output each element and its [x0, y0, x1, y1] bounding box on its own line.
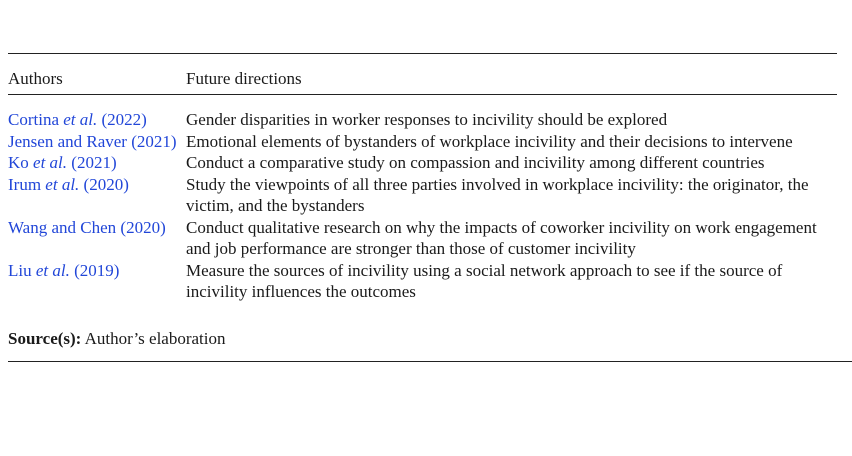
author-link[interactable]: [8, 260, 186, 303]
author-link[interactable]: [8, 131, 186, 153]
author-year: (2019): [69, 260, 120, 280]
author-name: Jensen and Raver (2021): [8, 131, 177, 151]
source-note: [8, 328, 226, 349]
source-text: Author’s elaboration: [81, 329, 226, 348]
author-name: Ko: [8, 153, 34, 172]
author-year: (2021): [67, 153, 117, 172]
author-name: Cortina: [8, 110, 64, 129]
future-direction-text: Emotional elements of bystanders of workplace incivility and their decisions to intervene: [186, 131, 793, 151]
author-et-al: et al.: [63, 110, 98, 129]
table-body: [8, 109, 848, 303]
author-name: Irum: [8, 174, 46, 194]
table-row: [8, 109, 848, 131]
source-label: Source(s):: [8, 329, 82, 348]
header-rule: [8, 94, 837, 95]
table-row: [8, 260, 848, 303]
future-direction-text: Study the viewpoints of all three parties involved in workplace incivility: the originator, the victim, and the bystanders: [186, 174, 809, 215]
header-authors: Authors: [8, 69, 63, 88]
author-link[interactable]: [8, 174, 186, 217]
top-rule: [8, 53, 837, 54]
header-future-directions: Future directions: [186, 69, 302, 88]
table-row: [8, 217, 848, 260]
author-et-al: et al.: [33, 153, 68, 172]
author-name: Liu: [8, 260, 36, 280]
author-et-al: et al.: [45, 174, 80, 194]
author-name: Wang and Chen (2020): [8, 217, 166, 237]
table-row: [8, 152, 848, 174]
future-direction-text: Gender disparities in worker responses to incivility should be explored: [186, 110, 668, 129]
author-link[interactable]: [8, 217, 186, 260]
table-row: [8, 174, 848, 217]
author-year: (2020): [79, 174, 129, 194]
future-direction-text: Conduct qualitative research on why the impacts of coworker incivility on work engagement and job performance are stronger than those of customer incivility: [186, 217, 817, 258]
author-year: (2022): [97, 110, 147, 129]
author-link[interactable]: [8, 109, 186, 131]
author-et-al: et al.: [35, 260, 70, 280]
author-link[interactable]: [8, 152, 186, 174]
future-direction-text: Measure the sources of incivility using a social network approach to see if the source of incivility influences the outcomes: [186, 260, 783, 301]
future-direction-text: Conduct a comparative study on compassion and incivility among different countries: [186, 153, 765, 172]
bottom-rule: [8, 361, 852, 362]
table-row: [8, 131, 848, 153]
